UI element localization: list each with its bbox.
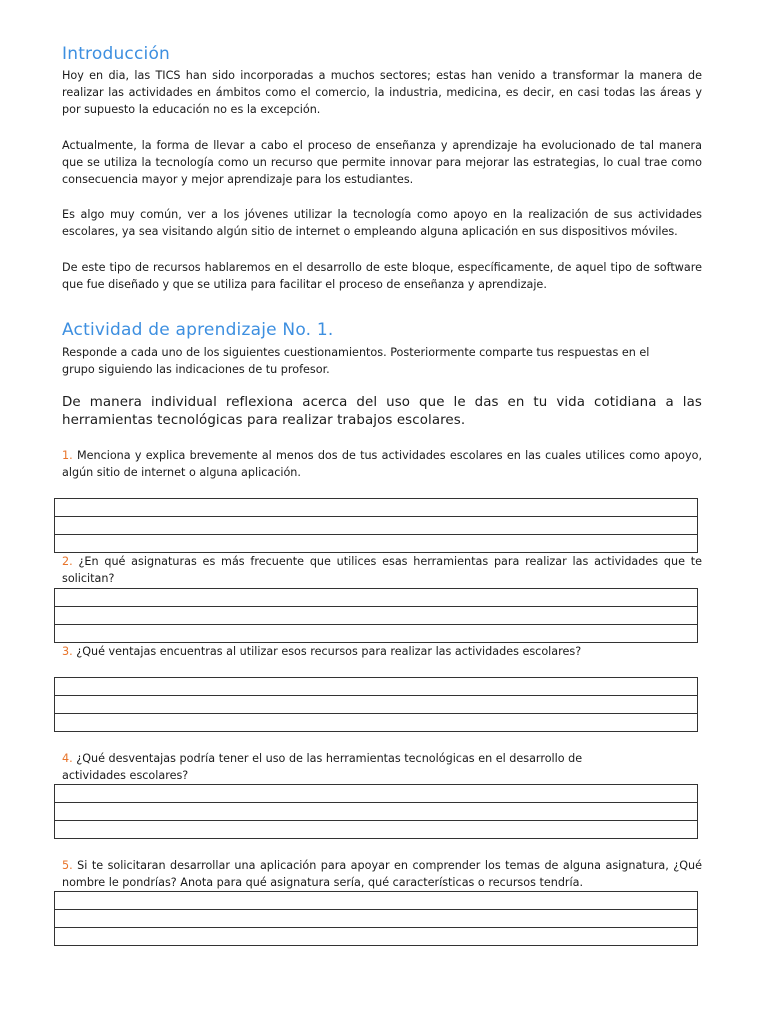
question-1 <box>62 447 702 481</box>
question-number: 1. <box>62 449 73 462</box>
question-text-line-1: ¿Qué desventajas podría tener el uso de las herramientas tecnológicas en el desarrollo de <box>76 752 583 765</box>
answer-line[interactable] <box>55 803 697 821</box>
question-3 <box>62 643 702 660</box>
question-number: 3. <box>62 645 73 658</box>
question-number: 5. <box>62 859 73 872</box>
activity-title: Actividad de aprendizaje No. 1. <box>62 320 334 340</box>
question-text: Menciona y explica brevemente al menos dos de tus actividades escolares en las cuales utilices como apoyo, algún sitio de internet o alguna aplicación. <box>62 449 702 479</box>
answer-box-2[interactable] <box>54 588 698 643</box>
answer-line[interactable] <box>55 517 697 535</box>
answer-box-3[interactable] <box>54 677 698 732</box>
answer-line[interactable] <box>55 625 697 642</box>
answer-line[interactable] <box>55 892 697 910</box>
answer-line[interactable] <box>55 821 697 838</box>
question-text: Si te solicitaran desarrollar una aplicación para apoyar en comprender los temas de alguna asignatura, ¿Qué nombre le pondrías? Anota para qué asignatura sería, qué características o recursos tendría. <box>62 859 703 889</box>
answer-line[interactable] <box>55 607 697 625</box>
intro-paragraph-4: De este tipo de recursos hablaremos en el desarrollo de este bloque, específicamente, de aquel tipo de software que fue diseñado y que se utiliza para facilitar el proceso de enseñanza y aprendizaje. <box>62 261 702 291</box>
answer-line[interactable] <box>55 928 697 945</box>
answer-line[interactable] <box>55 910 697 928</box>
question-text: ¿Qué ventajas encuentras al utilizar esos recursos para realizar las actividades escolares? <box>76 645 582 658</box>
answer-line[interactable] <box>55 589 697 607</box>
intro-paragraph-3: Es algo muy común, ver a los jóvenes utilizar la tecnología como apoyo en la realización de sus actividades escolares, ya sea visitando algún sitio de internet o empleando alguna aplicación en sus dispositivos móviles. <box>62 208 702 238</box>
intro-title: Introducción <box>62 44 171 64</box>
answer-box-1[interactable] <box>54 498 698 553</box>
question-5 <box>62 857 702 891</box>
answer-line[interactable] <box>55 535 697 552</box>
answer-box-4[interactable] <box>54 784 698 839</box>
question-4 <box>62 750 702 784</box>
question-text-line-2: actividades escolares? <box>62 769 189 782</box>
activity-instructions <box>62 344 702 378</box>
activity-instructions-line-2: grupo siguiendo las indicaciones de tu profesor. <box>62 363 330 376</box>
question-text: ¿En qué asignaturas es más frecuente que utilices esas herramientas para realizar las actividades que te solicitan? <box>62 555 702 585</box>
question-number: 2. <box>62 555 73 568</box>
answer-line[interactable] <box>55 499 697 517</box>
activity-instructions-line-1: Responde a cada uno de los siguientes cuestionamientos. Posteriormente comparte tus respuestas en el <box>62 346 650 359</box>
answer-line[interactable] <box>55 785 697 803</box>
intro-paragraph-2: Actualmente, la forma de llevar a cabo el proceso de enseñanza y aprendizaje ha evolucionado de tal manera que se utiliza la tecnología como un recurso que permite innovar para mejorar las estrategias, lo cual trae como consecuencia mayor y mejor aprendizaje para los estudiantes. <box>62 139 702 186</box>
intro-paragraph-1: Hoy en dia, las TICS han sido incorporadas a muchos sectores; estas han venido a transformar la manera de realizar las actividades en ámbitos como el comercio, la industria, medicina, es decir, en casi todas las áreas y por supuesto la educación no es la excepción. <box>62 69 702 116</box>
answer-line[interactable] <box>55 678 697 696</box>
answer-line[interactable] <box>55 696 697 714</box>
question-number: 4. <box>62 752 73 765</box>
question-2 <box>62 553 702 587</box>
answer-line[interactable] <box>55 714 697 731</box>
reflection-prompt: De manera individual reflexiona acerca del uso que le das en tu vida cotidiana a las herramientas tecnológicas para realizar trabajos escolares. <box>62 395 702 428</box>
answer-box-5[interactable] <box>54 891 698 946</box>
